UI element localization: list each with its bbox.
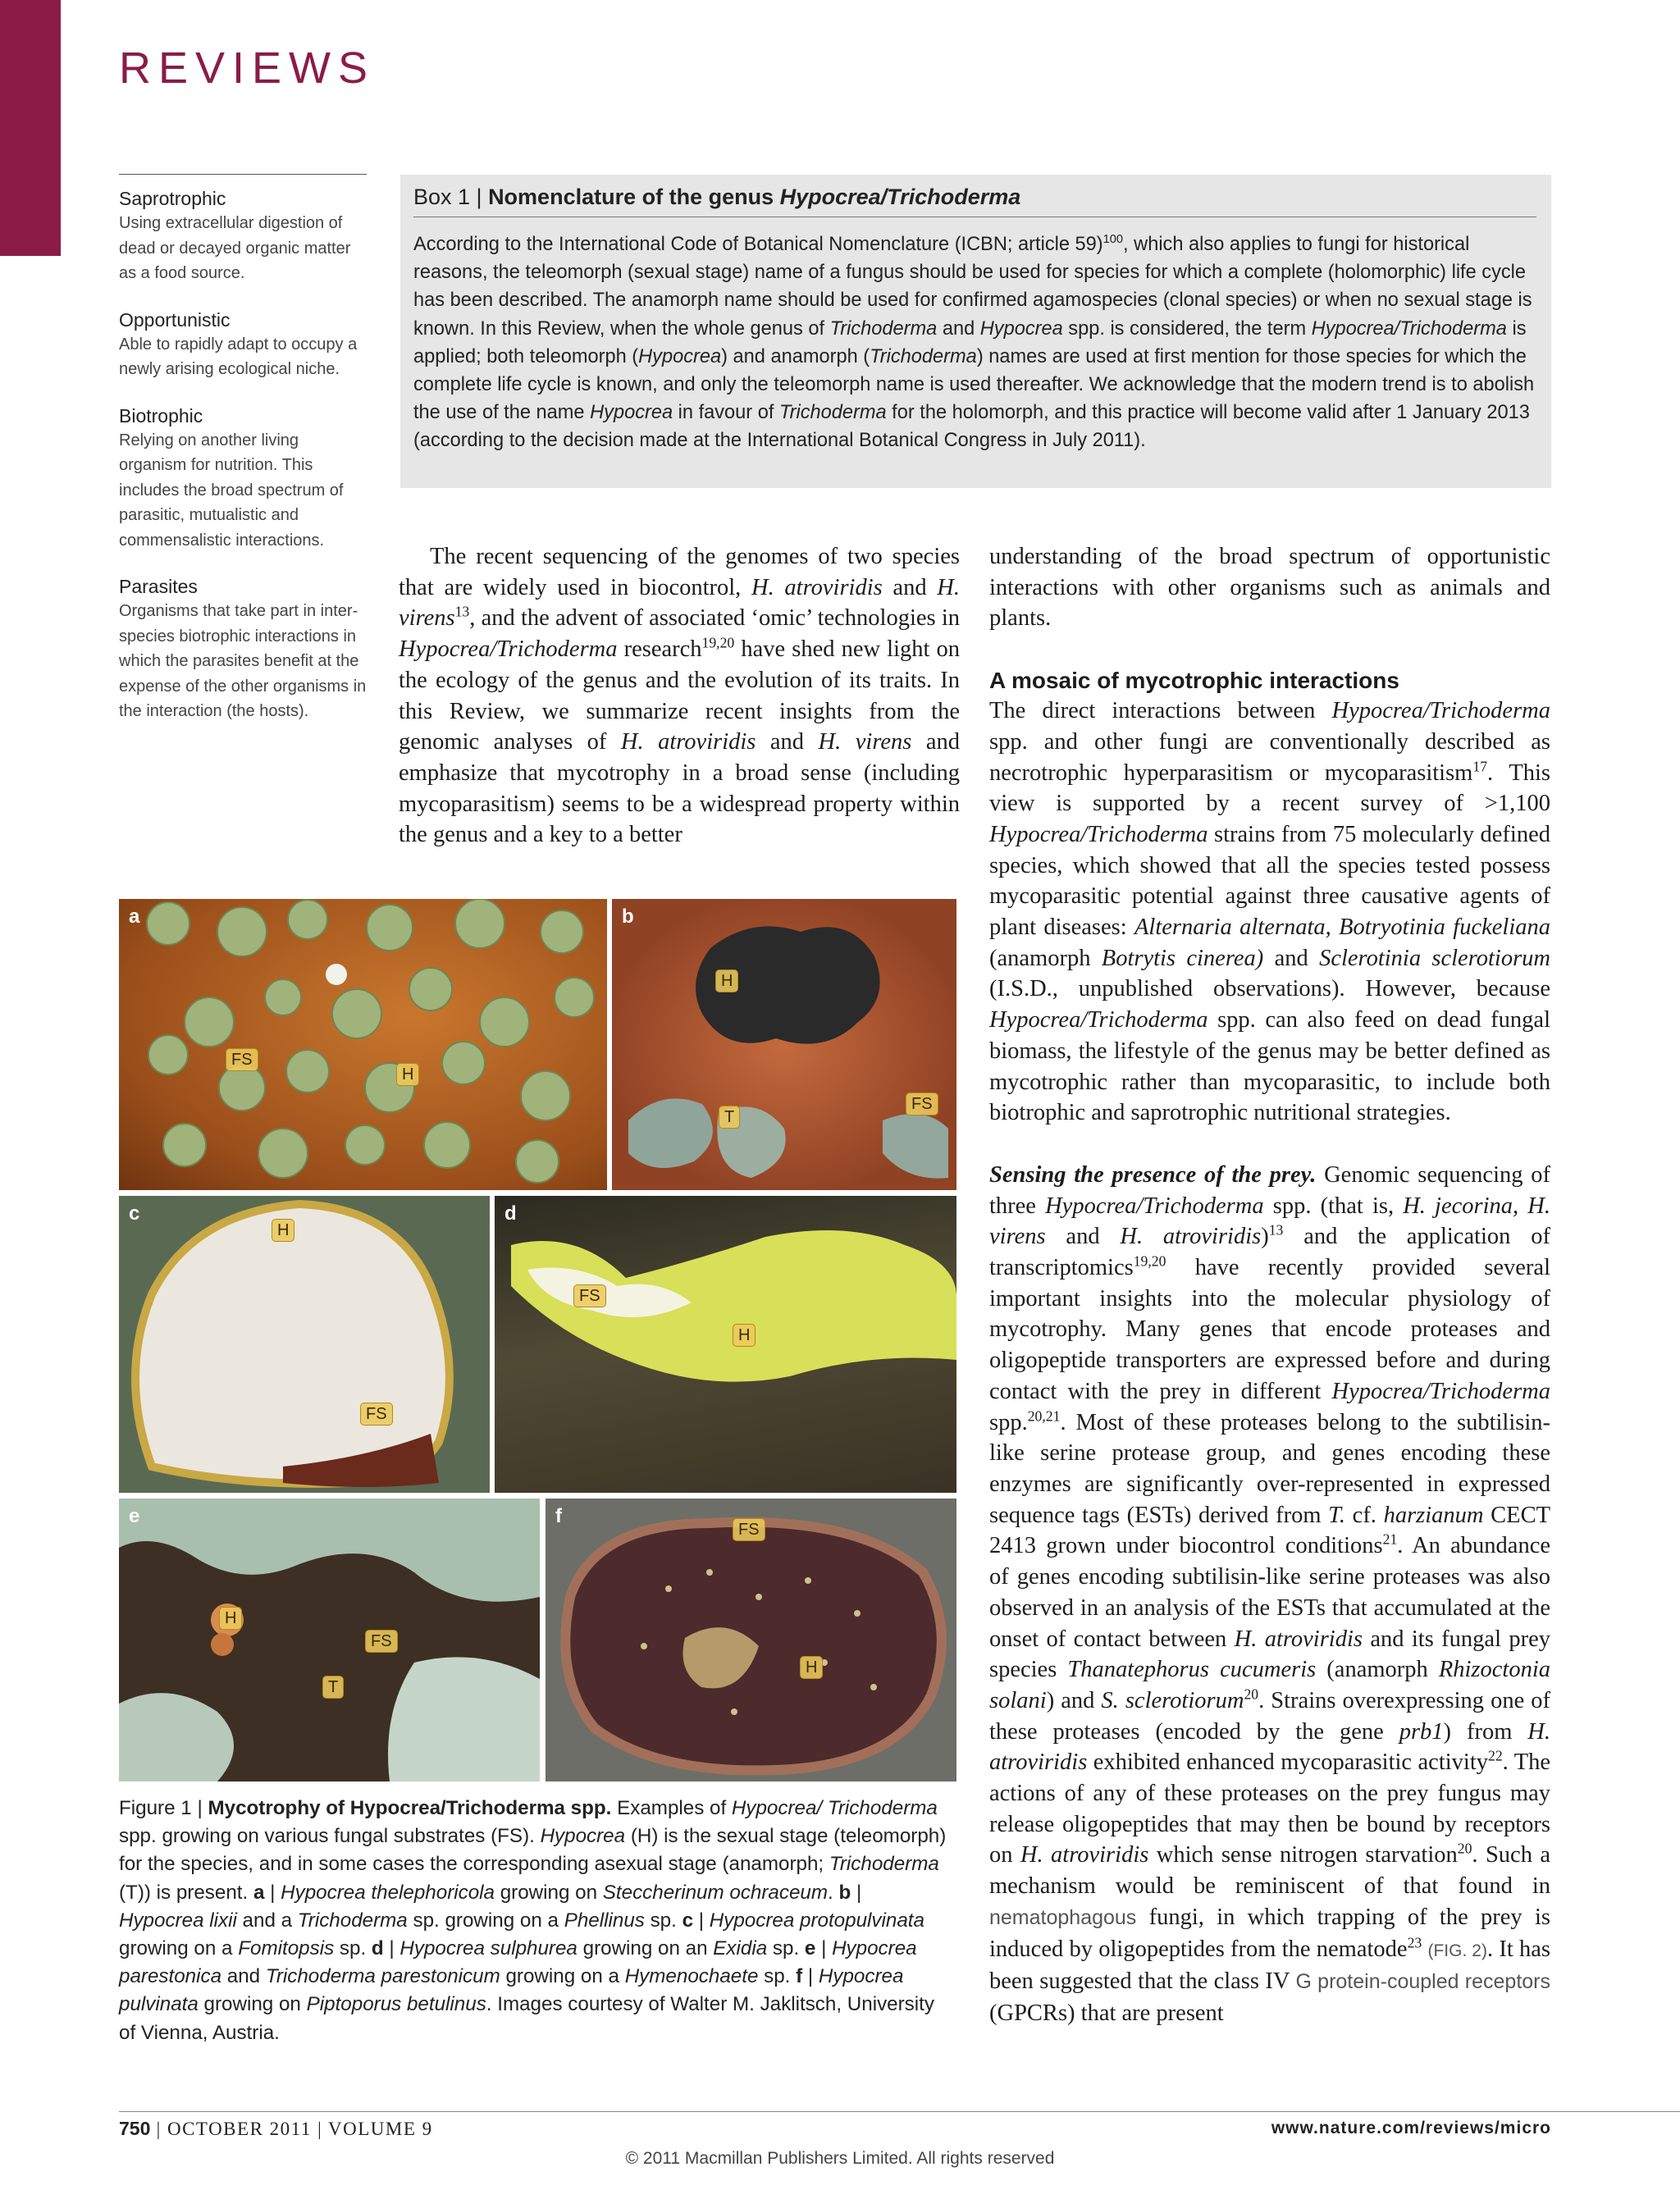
footer-rule xyxy=(119,2111,1680,2112)
panel-label: c xyxy=(129,1202,140,1225)
footer-page-info: 750 | OCTOBER 2011 | VOLUME 9 xyxy=(119,2118,433,2139)
box-title-text: Nomenclature of the genus xyxy=(488,185,780,209)
box-title-genus: Hypocrea/Trichoderma xyxy=(779,185,1021,209)
figure-panel-f xyxy=(546,1499,956,1781)
box-nomenclature xyxy=(400,175,1551,488)
figure-link[interactable]: (FIG. 2) xyxy=(1427,1941,1487,1960)
glossary-entry xyxy=(119,186,367,286)
caption-label: Figure 1 | xyxy=(119,1797,208,1819)
box-title xyxy=(413,185,1536,217)
paragraph: understanding of the broad spectrum of opportunistic interactions with other organisms such as animals and plants. xyxy=(989,544,1550,632)
paragraph: The recent sequencing of the genomes of two species that are widely used in biocontrol, H. atroviridis and H. virens$^{13}$, and the advent of associated ‘omic’ technologies in Hypocrea/Trichoderma research$^{19,20}$ have shed new light on the ecology of the genus and the evolution of its traits. In this Review, we summarize recent insights from the genomic analyses of H. atroviridis and H. virens and emphasize that mycotrophy in a broad sense (including mycoparasitism) seems to be a widespread property within the genus and a key to a better xyxy=(399,544,960,848)
glossary-entry xyxy=(119,404,367,554)
photo-e-illustration xyxy=(119,1499,540,1781)
panel-label: d xyxy=(504,1202,517,1225)
column-right-text xyxy=(989,541,1550,2029)
glossary-rule xyxy=(119,174,367,175)
box-label: Box 1 | xyxy=(413,185,489,209)
box-body: According to the International Code of Botanical Nomenclature (ICBN; article 59)$^{100}$, which also applies to fungi for historical reasons, the teleomorph (sexual stage) name of a fungus should be used for species for which a complete (holomorphic) life cycle has been described. The anamorph name should be used for confirmed agamospecies (clonal species) or when no sexual stage is known. In this Review, when the whole genus of Trichoderma and Hypocrea spp. is considered, the term Hypocrea/Trichoderma is applied; both teleomorph (Hypocrea) and anamorph (Trichoderma) names are used at first mention for those species for which the complete life cycle is known, and only the teleomorph name is used thereafter. We acknowledge that the modern trend is to abolish the use of the name Hypocrea in favour of Trichoderma for the holomorph, and this practice will become valid after 1 January 2013 (according to the decision made at the International Botanical Congress in July 2011). xyxy=(413,233,1535,452)
tag-h: H xyxy=(800,1656,823,1679)
tag-fs: FS xyxy=(365,1630,398,1653)
tag-h: H xyxy=(272,1219,294,1242)
tag-fs: FS xyxy=(573,1284,606,1307)
run-in-heading: Sensing the presence of the prey. xyxy=(989,1161,1317,1188)
glossary-term: Biotrophic xyxy=(119,404,203,427)
tag-h: H xyxy=(733,1324,756,1347)
tag-fs: FS xyxy=(733,1518,765,1541)
section-color-bar xyxy=(0,0,61,256)
glossary-link[interactable]: nematophagous xyxy=(989,1905,1137,1929)
caption-title: Mycotrophy of Hypocrea/Trichoderma spp. xyxy=(208,1797,612,1819)
tag-t: T xyxy=(322,1676,344,1699)
panel-label: e xyxy=(129,1505,140,1527)
panel-label: f xyxy=(555,1505,562,1527)
tag-h: H xyxy=(396,1063,419,1086)
issue-date: OCTOBER 2011 xyxy=(167,2119,312,2139)
tag-h: H xyxy=(715,969,738,992)
tag-fs: FS xyxy=(226,1048,258,1071)
figure-panel-c xyxy=(119,1196,490,1493)
glossary-link[interactable]: G protein-coupled receptors xyxy=(1295,1970,1551,1994)
tag-fs: FS xyxy=(906,1093,938,1115)
figure-caption: Figure 1 | Mycotrophy of Hypocrea/Trichoderma spp. Examples of Hypocrea/ Trichoderma spp. growing on various fungal substrates (FS). Hypocrea (H) is the sexual stage (teleomorph) for the species, and in some cases the corresponding asexual stage (anamorph; Trichoderma (T)) is present. a | Hypocrea thelephoricola growing on Steccherinum ochraceum. b | Hypocrea lixii and a Trichoderma sp. growing on a Phellinus sp. c | Hypocrea protopulvinata growing on a Fomitopsis sp. d | Hypocrea sulphurea growing on an Exidia sp. e | Hypocrea parestonica and Trichoderma parestonicum growing on a Hymenochaete sp. f | Hypocrea pulvinata growing on Piptoporus betulinus. Images courtesy of Walter M. Jaklitsch, University of Vienna, Austria. xyxy=(119,1797,947,2044)
photo-d-illustration xyxy=(495,1196,956,1493)
panel-label: b xyxy=(622,906,634,928)
glossary-definition: Able to rapidly adapt to occupy a newly arising ecological niche. xyxy=(119,335,358,378)
column-left-text xyxy=(399,541,960,851)
section-label: REVIEWS xyxy=(119,43,376,93)
glossary-sidebar xyxy=(119,174,367,746)
glossary-entry xyxy=(119,308,367,382)
glossary-definition: Relying on another living organism for nutrition. This includes the broad spectrum of parasitic, mutualistic and commensalistic interactions. xyxy=(119,431,344,550)
copyright-notice: © 2011 Macmillan Publishers Limited. All rights reserved xyxy=(625,2149,1055,2168)
panel-label: a xyxy=(129,906,140,928)
glossary-term: Saprotrophic xyxy=(119,188,226,209)
tag-h: H xyxy=(219,1607,242,1630)
page-number: 750 xyxy=(119,2118,151,2139)
figure-panel-d xyxy=(495,1196,956,1493)
glossary-entry xyxy=(119,574,367,724)
glossary-term: Parasites xyxy=(119,576,198,597)
glossary-definition: Using extracellular digestion of dead or decayed organic matter as a food source. xyxy=(119,214,351,282)
paragraph: Sensing the presence of the prey. Genomic sequencing of three Hypocrea/Trichoderma spp. (that is, H. jecorina, H. virens and H. atroviridis)$^{13}$ and the application of transcriptomics$^{19,20}$ have recently provided several important insights into the molecular physiology of mycotrophy. Many genes that encode proteases and oligopeptide transporters are expressed before and during contact with the prey in different Hypocrea/Trichoderma spp.$^{20,21}$. Most of these proteases belong to the subtilisin-like serine protease group, and genes encoding these enzymes are significantly over-represented in expressed sequence tags (ESTs) derived from T. cf. harzianum CECT 2413 grown under biocontrol conditions$^{21}$. An abundance of genes encoding subtilisin-like serine proteases was also observed in an analysis of the ESTs that accumulated at the onset of contact between H. atroviridis and its fungal prey species Thanatephorus cucumeris (anamorph Rhizoctonia solani) and S. sclerotiorum$^{20}$. Strains overexpressing one of these proteases (encoded by the gene prb1) from H. atroviridis exhibited enhanced mycoparasitic activity$^{22}$. The actions of any of these proteases on the prey fungus may release oligopeptides that may then be bound by receptors on H. atroviridis which sense nitrogen starvation$^{20}$. Such a mechanism would be reminiscent of that found in nematophagous fungi, in which trapping of the prey is induced by oligopeptides from the nematode$^{23}$ (FIG. 2). It has been suggested that the class IV G protein-coupled receptors (GPCRs) that are present xyxy=(989,1161,1551,2026)
figure-panel-e xyxy=(119,1499,540,1781)
section-heading: A mosaic of mycotrophic interactions xyxy=(989,668,1399,694)
photo-a-illustration xyxy=(119,899,607,1190)
glossary-term: Opportunistic xyxy=(119,308,231,331)
figure-panel-b xyxy=(612,899,956,1190)
journal-url[interactable]: www.nature.com/reviews/micro xyxy=(1271,2119,1551,2137)
tag-t: T xyxy=(719,1106,740,1129)
paragraph: The direct interactions between Hypocrea/Trichoderma spp. and other fungi are conventionally described as necrotrophic hyperparasitism or mycoparasitism$^{17}$. This view is supported by a recent survey of >1,100 Hypocrea/Trichoderma strains from 75 molecularly defined species, which showed that all the species tested possess mycoparasitic potential against three causative agents of plant diseases: Alternaria alternata, Botryotinia fuckeliana (anamorph Botrytis cinerea) and Sclerotinia sclerotiorum (I.S.D., unpublished observations). However, because Hypocrea/Trichoderma spp. can also feed on dead fungal biomass, the lifestyle of the genus may be better defined as mycotrophic rather than mycoparasitic, to include both biotrophic and saprotrophic nutritional strategies. xyxy=(989,698,1550,1126)
photo-b-illustration xyxy=(612,899,956,1190)
tag-fs: FS xyxy=(360,1403,393,1426)
figure-panel-a xyxy=(119,899,607,1190)
photo-c-illustration xyxy=(119,1196,490,1493)
volume: VOLUME 9 xyxy=(328,2119,433,2139)
glossary-definition: Organisms that take part in inter-species biotrophic interactions in which the parasites benefit at the expense of the other organisms in the interaction (the hosts). xyxy=(119,602,367,720)
